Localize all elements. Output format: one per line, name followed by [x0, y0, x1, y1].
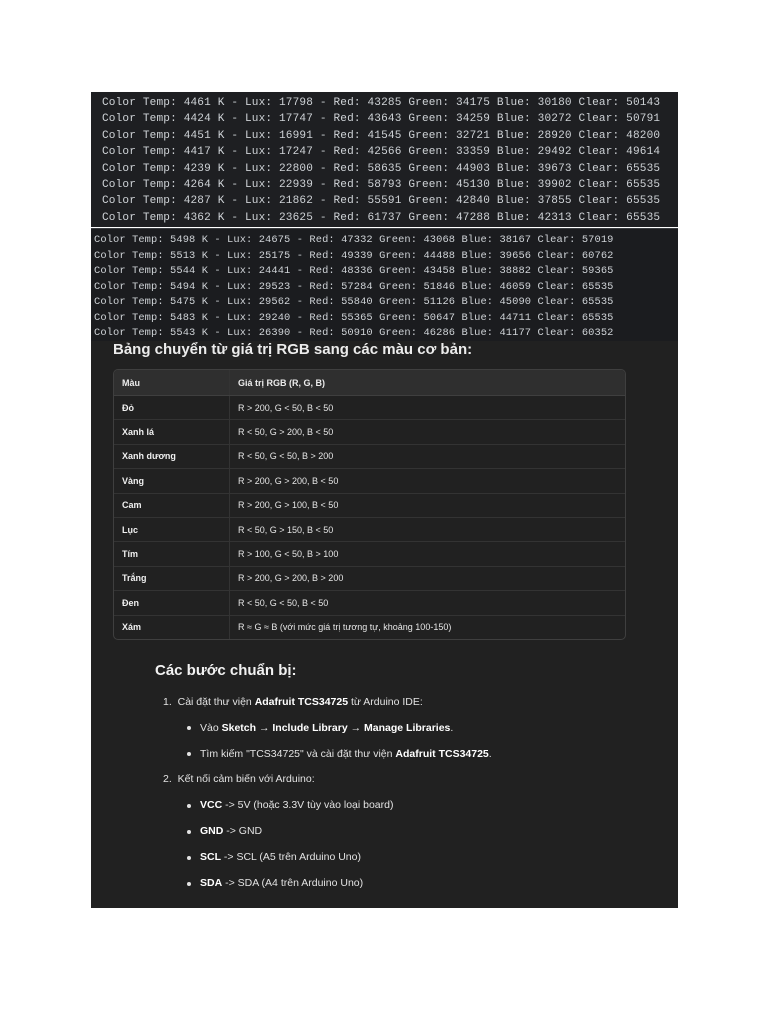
table-row [114, 493, 625, 517]
column-header-color: Màu [114, 370, 230, 396]
preparation-steps-section [91, 646, 678, 908]
menu-include-library: Include Library [272, 722, 348, 734]
bullet-dot [187, 882, 191, 886]
rgb-value-cell: R > 200, G > 200, B > 200 [230, 566, 626, 590]
bullet-text: Tìm kiếm "TCS34725" và cài đặt thư viện [200, 748, 396, 760]
color-name-cell: Tím [114, 542, 230, 566]
table-header-row [114, 370, 625, 396]
serial-line: Color Temp: 5544 K - Lux: 24441 - Red: 48336 Green: 43458 Blue: 38882 Clear: 59365 [94, 265, 614, 278]
table-row [114, 566, 625, 590]
serial-monitor-output-2 [91, 228, 678, 341]
step-number: 2. [163, 773, 172, 785]
library-name: Adafruit TCS34725 [254, 696, 349, 708]
serial-line: Color Temp: 5494 K - Lux: 29523 - Red: 57284 Green: 51846 Blue: 46059 Clear: 65535 [94, 280, 614, 293]
library-name: Adafruit TCS34725 [395, 748, 489, 760]
menu-sketch: Sketch [221, 722, 257, 734]
table-row [114, 444, 625, 468]
column-header-rgb: Giá trị RGB (R, G, B) [230, 370, 626, 396]
table-row [114, 615, 625, 639]
step-text: Kết nối cảm biến với Arduino: [177, 773, 315, 785]
pin-connection: -> SDA (A4 trên Arduino Uno) [222, 877, 364, 889]
color-name-cell: Vàng [114, 469, 230, 493]
pin-connection: -> 5V (hoặc 3.3V tùy vào loại board) [222, 799, 394, 811]
table-row [114, 420, 625, 444]
color-name-cell: Lục [114, 517, 230, 541]
serial-line: Color Temp: 4451 K - Lux: 16991 - Red: 41545 Green: 32721 Blue: 28920 Clear: 48200 [102, 129, 661, 142]
rgb-value-cell: R < 50, G < 50, B > 200 [230, 444, 626, 468]
color-name-cell: Xanh lá [114, 420, 230, 444]
serial-line: Color Temp: 4239 K - Lux: 22800 - Red: 58635 Green: 44903 Blue: 39673 Clear: 65535 [102, 162, 661, 175]
bullet-dot [187, 726, 191, 730]
serial-monitor-output-1 [91, 92, 678, 227]
rgb-color-table-section [91, 341, 678, 646]
wiring-vcc [200, 799, 393, 811]
color-name-cell: Đỏ [114, 396, 230, 420]
step-text: Cài đặt thư viện [177, 696, 255, 708]
step-number: 1. [163, 696, 172, 708]
rgb-value-cell: R < 50, G > 150, B < 50 [230, 517, 626, 541]
pin-connection: -> GND [223, 825, 263, 837]
wiring-sda [200, 877, 363, 889]
color-name-cell: Trắng [114, 566, 230, 590]
color-name-cell: Xám [114, 615, 230, 639]
pin-connection: -> SCL (A5 trên Arduino Uno) [221, 851, 361, 863]
wiring-gnd [200, 825, 262, 837]
serial-line: Color Temp: 5483 K - Lux: 29240 - Red: 55365 Green: 50647 Blue: 44711 Clear: 65535 [94, 311, 614, 324]
menu-manage-libraries: Manage Libraries [364, 722, 451, 734]
step-text: từ Arduino IDE: [348, 696, 423, 708]
arrow-separator: → [347, 722, 365, 734]
step-1-bullet-1 [200, 722, 453, 734]
color-name-cell: Cam [114, 493, 230, 517]
serial-line: Color Temp: 4287 K - Lux: 21862 - Red: 55591 Green: 42840 Blue: 37855 Clear: 65535 [102, 195, 661, 208]
pin-name: VCC [200, 799, 223, 811]
serial-line: Color Temp: 5543 K - Lux: 26390 - Red: 50910 Green: 46286 Blue: 41177 Clear: 60352 [94, 327, 614, 340]
wiring-scl [200, 851, 361, 863]
step-2 [163, 773, 315, 785]
rgb-value-cell: R > 200, G < 50, B < 50 [230, 396, 626, 420]
step-1 [163, 696, 423, 708]
arrow-separator: → [256, 722, 273, 734]
rgb-value-cell: R > 100, G < 50, B > 100 [230, 542, 626, 566]
bullet-dot [187, 856, 191, 860]
rgb-value-cell: R > 200, G > 100, B < 50 [230, 493, 626, 517]
serial-line: Color Temp: 4417 K - Lux: 17247 - Red: 42566 Green: 33359 Blue: 29492 Clear: 49614 [102, 146, 661, 159]
bullet-dot [187, 804, 191, 808]
rgb-color-table [113, 369, 626, 640]
color-name-cell: Đen [114, 591, 230, 615]
serial-line: Color Temp: 5498 K - Lux: 24675 - Red: 47332 Green: 43068 Blue: 38167 Clear: 57019 [94, 234, 614, 246]
step-1-bullet-2 [200, 748, 492, 760]
table-row [114, 517, 625, 541]
serial-line: Color Temp: 4424 K - Lux: 17747 - Red: 43643 Green: 34259 Blue: 30272 Clear: 50791 [102, 113, 661, 126]
rgb-value-cell: R < 50, G < 50, B < 50 [230, 591, 626, 615]
serial-line: Color Temp: 4461 K - Lux: 17798 - Red: 43285 Green: 34175 Blue: 30180 Clear: 50143 [102, 97, 661, 109]
pin-name: GND [200, 825, 224, 837]
bullet-text: . [488, 748, 492, 760]
serial-line: Color Temp: 5475 K - Lux: 29562 - Red: 55840 Green: 51126 Blue: 45090 Clear: 65535 [94, 296, 614, 309]
table-row [114, 469, 625, 493]
table-row [114, 591, 625, 615]
section-title: Bảng chuyển từ giá trị RGB sang các màu cơ bản: [113, 341, 473, 358]
rgb-value-cell: R < 50, G > 200, B < 50 [230, 420, 626, 444]
serial-line: Color Temp: 4264 K - Lux: 22939 - Red: 58793 Green: 45130 Blue: 39902 Clear: 65535 [102, 179, 661, 192]
bullet-dot [187, 830, 191, 834]
color-name-cell: Xanh dương [114, 444, 230, 468]
bullet-text: . [450, 722, 454, 734]
steps-heading: Các bước chuẩn bị: [155, 662, 297, 679]
table-row [114, 542, 625, 566]
rgb-value-cell: R > 200, G > 200, B < 50 [230, 469, 626, 493]
rgb-value-cell: R ≈ G ≈ B (với mức giá trị tương tự, khoảng 100-150) [238, 622, 452, 633]
bullet-text: Vào [200, 722, 222, 734]
pin-name: SDA [200, 877, 223, 889]
pin-name: SCL [200, 851, 221, 863]
table-row [114, 396, 625, 420]
serial-line: Color Temp: 4362 K - Lux: 23625 - Red: 61737 Green: 47288 Blue: 42313 Clear: 65535 [102, 211, 661, 224]
bullet-dot [187, 752, 191, 756]
serial-line: Color Temp: 5513 K - Lux: 25175 - Red: 49339 Green: 44488 Blue: 39656 Clear: 60762 [94, 249, 614, 262]
